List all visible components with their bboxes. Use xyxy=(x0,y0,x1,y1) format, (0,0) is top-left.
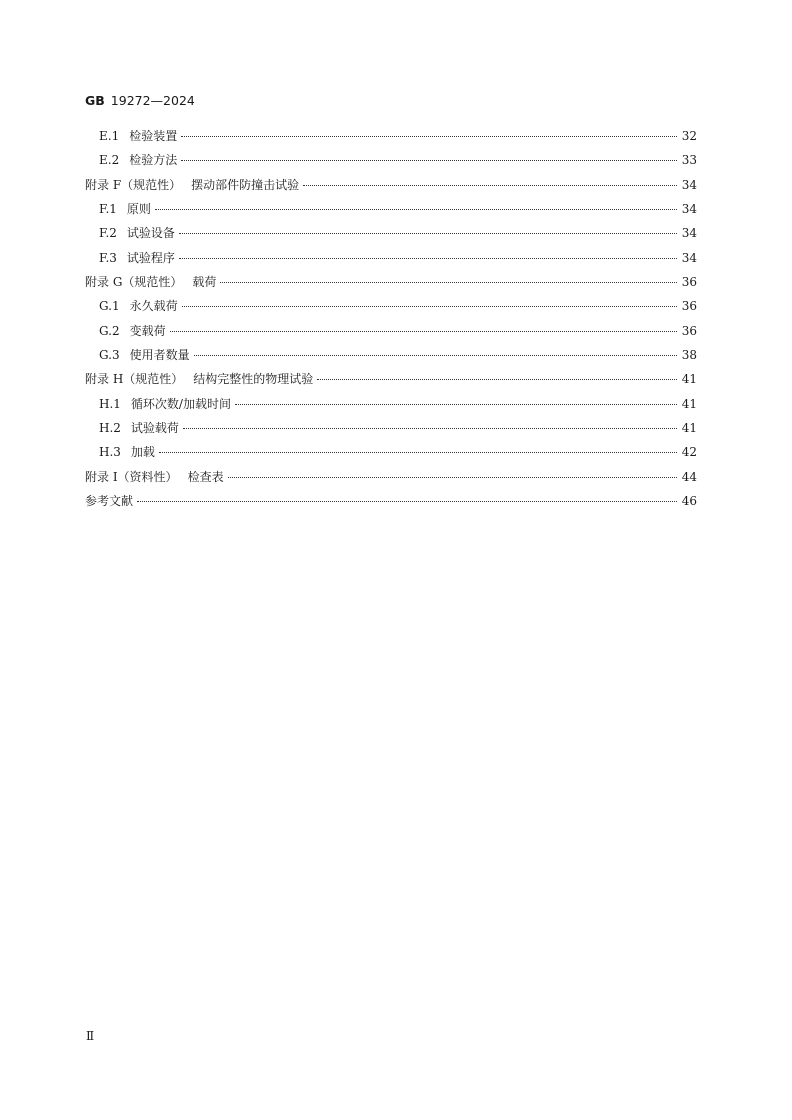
toc-entry-title: 载荷 xyxy=(192,274,217,289)
toc-entry-page: 42 xyxy=(681,445,697,460)
toc-entry-number: G.2 xyxy=(99,323,120,338)
toc-entry-label xyxy=(99,322,166,339)
toc-entry[interactable] xyxy=(85,297,697,321)
toc-entry-number: F.2 xyxy=(99,226,117,241)
toc-entry-label xyxy=(99,200,151,217)
toc-entry-number: F.3 xyxy=(99,250,117,265)
toc-entry-title: 使用者数量 xyxy=(129,347,190,362)
toc-entry-page: 41 xyxy=(681,396,697,411)
page-number: Ⅱ xyxy=(86,1029,95,1043)
toc-entry-title: 检验方法 xyxy=(129,153,178,168)
dot-leader xyxy=(235,404,677,405)
toc-entry-title: 摆动部件防撞击试验 xyxy=(191,177,300,192)
table-of-contents xyxy=(85,127,697,516)
toc-entry[interactable] xyxy=(85,443,697,467)
toc-entry-number: H.2 xyxy=(99,420,121,435)
toc-entry[interactable] xyxy=(85,468,697,492)
toc-entry-page: 36 xyxy=(681,323,697,338)
toc-entry-label xyxy=(99,419,179,436)
toc-entry-page: 34 xyxy=(681,177,697,192)
toc-entry-page: 41 xyxy=(681,420,697,435)
toc-entry[interactable] xyxy=(85,224,697,248)
toc-entry-page: 41 xyxy=(681,372,697,387)
toc-entry[interactable] xyxy=(85,419,697,443)
dot-leader xyxy=(228,477,677,478)
toc-entry-label xyxy=(85,468,224,485)
toc-entry[interactable] xyxy=(85,492,697,516)
toc-entry-label xyxy=(99,395,231,412)
toc-entry[interactable] xyxy=(85,200,697,224)
toc-entry-number: 附录 F（规范性） xyxy=(85,177,182,192)
toc-entry-label xyxy=(85,273,216,290)
toc-entry[interactable] xyxy=(85,176,697,200)
toc-entry-number: E.1 xyxy=(99,129,120,143)
toc-entry-title: 检验装置 xyxy=(129,129,178,143)
toc-entry-page: 44 xyxy=(681,469,697,484)
toc-entry-number: 附录 H（规范性） xyxy=(85,372,184,387)
toc-entry[interactable] xyxy=(85,273,697,297)
toc-entry-label xyxy=(85,492,133,509)
toc-entry-number: H.1 xyxy=(99,396,121,411)
toc-entry-title: 循环次数/加载时间 xyxy=(130,396,231,411)
dot-leader xyxy=(155,209,677,210)
dot-leader xyxy=(303,185,677,186)
toc-entry-title: 永久载荷 xyxy=(129,299,178,314)
dot-leader xyxy=(159,452,677,453)
dot-leader xyxy=(181,136,677,137)
toc-entry-label xyxy=(99,249,175,266)
dot-leader xyxy=(179,258,677,259)
toc-entry[interactable] xyxy=(85,370,697,394)
toc-entry-title: 试验程序 xyxy=(126,250,175,265)
dot-leader xyxy=(220,282,677,283)
dot-leader xyxy=(183,428,677,429)
dot-leader xyxy=(179,233,677,234)
dot-leader xyxy=(317,379,677,380)
dot-leader xyxy=(137,501,677,502)
toc-entry-title: 试验载荷 xyxy=(130,420,179,435)
toc-entry-page: 33 xyxy=(681,153,697,168)
toc-entry-number: 附录 I（资料性） xyxy=(85,469,178,484)
toc-entry-title: 结构完整性的物理试验 xyxy=(193,372,314,387)
toc-entry-label xyxy=(99,346,190,363)
toc-entry-title: 原则 xyxy=(126,201,151,216)
toc-entry-title: 加载 xyxy=(130,445,155,460)
toc-entry-label xyxy=(85,370,313,387)
toc-entry-number: G.1 xyxy=(99,299,120,314)
toc-entry-label xyxy=(99,443,155,460)
toc-entry[interactable] xyxy=(85,151,697,175)
dot-leader xyxy=(170,331,677,332)
standard-number: 19272—2024 xyxy=(110,93,195,108)
toc-entry-number: G.3 xyxy=(99,347,120,362)
toc-entry-label xyxy=(99,297,178,314)
toc-entry[interactable] xyxy=(85,127,697,151)
toc-entry-title: 参考文献 xyxy=(85,493,134,508)
toc-entry-label xyxy=(99,151,177,168)
toc-entry-number: E.2 xyxy=(99,153,120,168)
document-header xyxy=(85,93,195,108)
toc-entry-number: F.1 xyxy=(99,201,117,216)
toc-entry-label xyxy=(85,176,299,193)
toc-entry-page: 46 xyxy=(681,493,697,508)
toc-entry-page: 36 xyxy=(681,299,697,314)
toc-entry[interactable] xyxy=(85,249,697,273)
dot-leader xyxy=(181,160,677,161)
toc-entry[interactable] xyxy=(85,395,697,419)
dot-leader xyxy=(182,306,677,307)
toc-entry-page: 34 xyxy=(681,250,697,265)
toc-entry-title: 变载荷 xyxy=(129,323,166,338)
toc-entry-page: 32 xyxy=(681,129,697,143)
toc-entry-number: 附录 G（规范性） xyxy=(85,274,183,289)
toc-entry-page: 34 xyxy=(681,226,697,241)
toc-entry-number: H.3 xyxy=(99,445,121,460)
toc-entry-label xyxy=(99,127,177,144)
standard-prefix: GB xyxy=(85,93,105,108)
toc-entry-page: 34 xyxy=(681,201,697,216)
toc-entry-page: 36 xyxy=(681,274,697,289)
toc-entry-title: 试验设备 xyxy=(126,226,175,241)
toc-entry-page: 38 xyxy=(681,347,697,362)
toc-entry-title: 检查表 xyxy=(187,469,224,484)
dot-leader xyxy=(194,355,677,356)
toc-entry-label xyxy=(99,224,175,241)
toc-entry[interactable] xyxy=(85,322,697,346)
toc-entry[interactable] xyxy=(85,346,697,370)
